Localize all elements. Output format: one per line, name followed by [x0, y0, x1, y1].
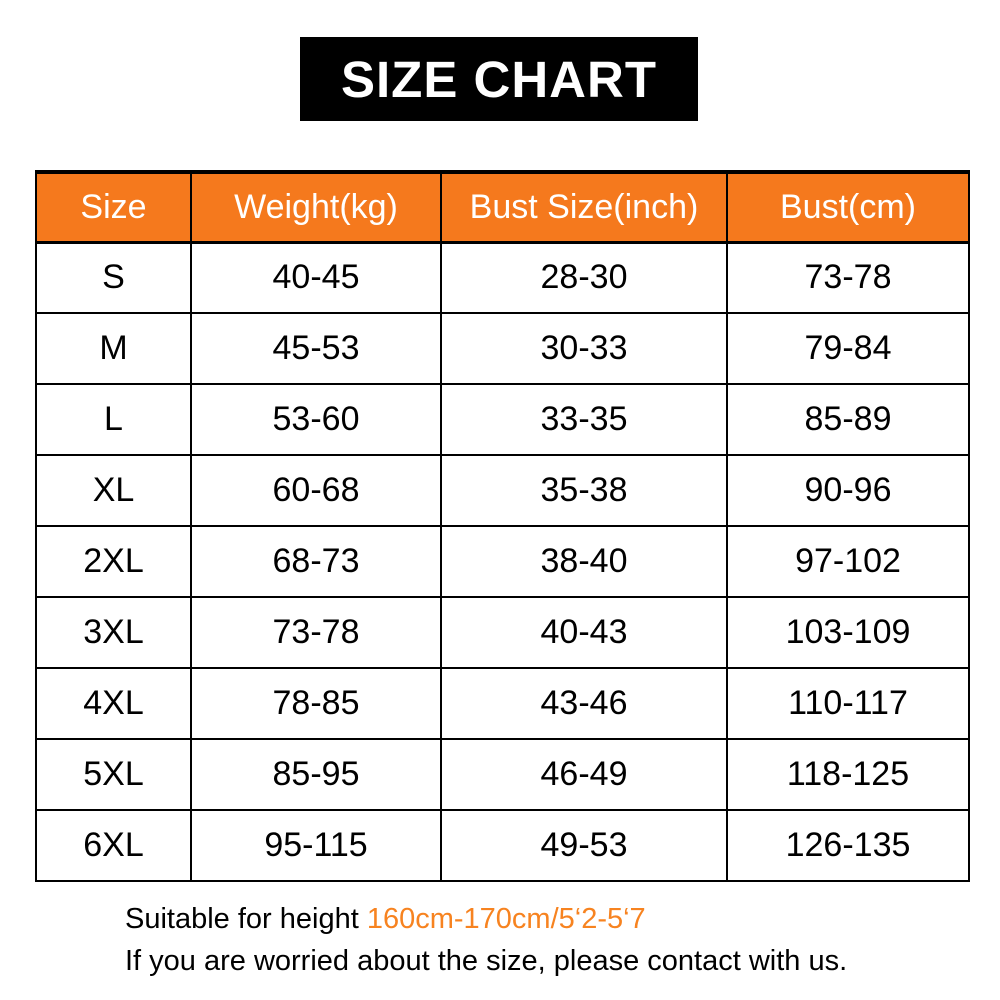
cell-size: 3XL — [36, 597, 191, 668]
header-cell-bust-inch: Bust Size(inch) — [441, 172, 727, 242]
cell-bust-inch: 38-40 — [441, 526, 727, 597]
cell-bust-cm: 90-96 — [727, 455, 969, 526]
cell-weight: 73-78 — [191, 597, 441, 668]
cell-bust-cm: 73-78 — [727, 242, 969, 313]
table-row — [36, 384, 969, 455]
cell-weight: 53-60 — [191, 384, 441, 455]
cell-bust-inch: 46-49 — [441, 739, 727, 810]
cell-bust-cm: 110-117 — [727, 668, 969, 739]
footer-line-height — [125, 898, 847, 940]
cell-weight: 60-68 — [191, 455, 441, 526]
footer-height-range: 160cm-170cm/5‘2-5‘7 — [366, 903, 646, 935]
table-row — [36, 597, 969, 668]
cell-bust-cm: 103-109 — [727, 597, 969, 668]
footer-line-contact: If you are worried about the size, please contact with us. — [125, 945, 848, 977]
cell-bust-inch: 43-46 — [441, 668, 727, 739]
cell-weight: 45-53 — [191, 313, 441, 384]
cell-bust-inch: 33-35 — [441, 384, 727, 455]
page-title: SIZE CHART — [341, 50, 657, 108]
cell-size: 4XL — [36, 668, 191, 739]
table-header-row — [36, 172, 969, 242]
cell-size: M — [36, 313, 191, 384]
cell-bust-inch: 30-33 — [441, 313, 727, 384]
cell-size: L — [36, 384, 191, 455]
cell-bust-cm: 126-135 — [727, 810, 969, 881]
cell-size: 2XL — [36, 526, 191, 597]
cell-weight: 95-115 — [191, 810, 441, 881]
cell-weight: 85-95 — [191, 739, 441, 810]
cell-bust-cm: 97-102 — [727, 526, 969, 597]
cell-size: S — [36, 242, 191, 313]
size-table-header — [36, 172, 969, 242]
table-row — [36, 739, 969, 810]
table-row — [36, 455, 969, 526]
table-row — [36, 313, 969, 384]
cell-bust-inch: 49-53 — [441, 810, 727, 881]
cell-weight: 68-73 — [191, 526, 441, 597]
header-cell-weight: Weight(kg) — [191, 172, 441, 242]
cell-bust-cm: 118-125 — [727, 739, 969, 810]
table-row — [36, 810, 969, 881]
cell-bust-inch: 35-38 — [441, 455, 727, 526]
cell-size: 5XL — [36, 739, 191, 810]
cell-size: 6XL — [36, 810, 191, 881]
size-table — [35, 170, 970, 882]
cell-bust-inch: 40-43 — [441, 597, 727, 668]
size-chart-banner — [300, 37, 698, 121]
table-row — [36, 242, 969, 313]
cell-bust-cm: 85-89 — [727, 384, 969, 455]
header-cell-size: Size — [36, 172, 191, 242]
cell-weight: 78-85 — [191, 668, 441, 739]
cell-weight: 40-45 — [191, 242, 441, 313]
footer-height-prefix: Suitable for height — [125, 903, 367, 935]
footer-notes — [125, 898, 847, 982]
header-cell-bust-cm: Bust(cm) — [727, 172, 969, 242]
table-row — [36, 668, 969, 739]
cell-bust-cm: 79-84 — [727, 313, 969, 384]
cell-bust-inch: 28-30 — [441, 242, 727, 313]
table-row — [36, 526, 969, 597]
size-table-body — [36, 242, 969, 881]
cell-size: XL — [36, 455, 191, 526]
